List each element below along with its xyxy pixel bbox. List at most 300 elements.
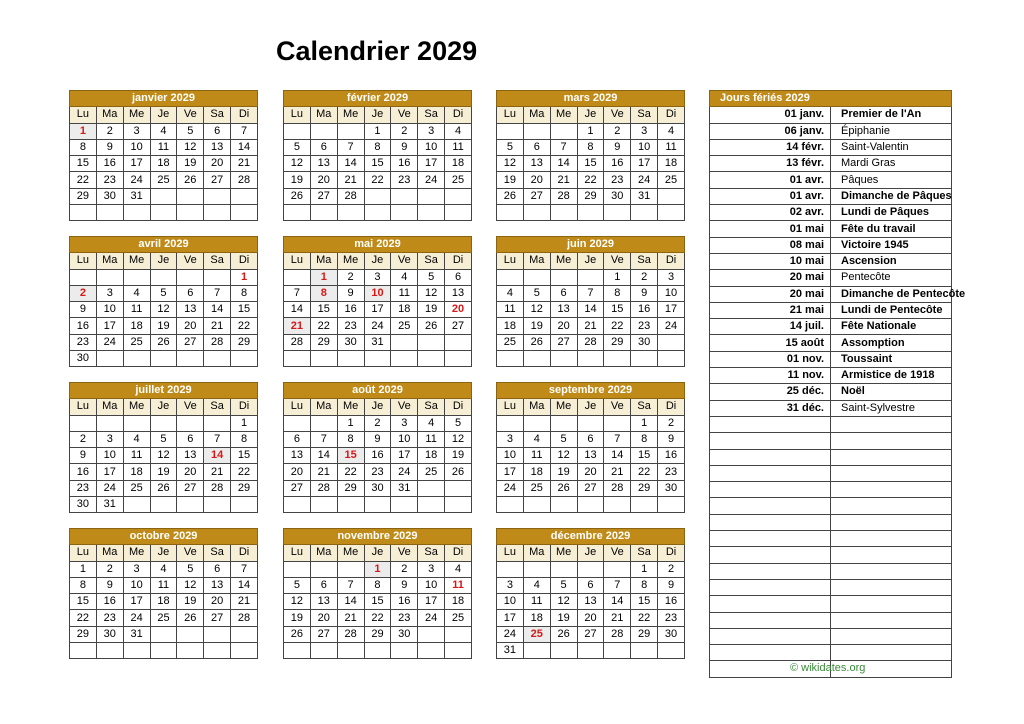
empty-cell [658,643,685,659]
weekday-label: Lu [284,107,311,123]
weekday-label: Sa [204,399,231,415]
day-cell: 29 [231,334,258,350]
weekday-label: Ma [310,107,337,123]
empty-cell [204,626,231,642]
empty-cell [150,626,177,642]
day-cell: 24 [96,334,123,350]
weekday-label: Sa [204,545,231,561]
day-cell: 24 [96,480,123,496]
day-cell: 3 [497,577,524,593]
empty-cell [577,205,604,221]
day-cell: 16 [391,594,418,610]
day-cell: 7 [550,139,577,155]
day-cell: 14 [204,448,231,464]
day-cell: 2 [391,561,418,577]
weekday-label: Ve [604,253,631,269]
weekday-label: Ma [96,399,123,415]
day-cell: 2 [70,431,97,447]
day-cell: 22 [631,610,658,626]
day-cell: 9 [364,431,391,447]
empty-cell [391,205,418,221]
day-cell: 31 [631,188,658,204]
day-cell: 28 [337,188,364,204]
day-cell: 4 [445,561,472,577]
day-cell: 17 [418,156,445,172]
day-cell: 21 [337,610,364,626]
holiday-date: 01 avr. [710,188,831,204]
empty-cell [123,205,150,221]
day-cell: 13 [204,577,231,593]
day-cell: 4 [150,123,177,139]
empty-cell [710,449,831,465]
weekday-label: Ve [604,107,631,123]
month-title: avril 2029 [70,237,258,253]
empty-cell [550,561,577,577]
weekday-label: Sa [418,107,445,123]
day-cell: 31 [364,334,391,350]
empty-cell [70,415,97,431]
empty-cell [123,497,150,513]
day-cell: 21 [231,594,258,610]
month-title: août 2029 [284,383,472,399]
day-cell: 15 [631,448,658,464]
day-cell: 3 [497,431,524,447]
day-cell: 7 [604,577,631,593]
day-cell: 11 [150,577,177,593]
empty-cell [604,415,631,431]
day-cell: 30 [96,626,123,642]
empty-cell [231,626,258,642]
day-cell: 12 [177,577,204,593]
month-title: décembre 2029 [497,529,685,545]
empty-cell [284,123,311,139]
empty-cell [710,563,831,579]
empty-cell [445,626,472,642]
day-cell: 7 [337,577,364,593]
day-cell: 15 [577,156,604,172]
day-cell: 2 [391,123,418,139]
holiday-date: 01 avr. [710,172,831,188]
day-cell: 27 [177,334,204,350]
day-cell: 29 [604,334,631,350]
day-cell: 23 [364,464,391,480]
day-cell: 19 [550,610,577,626]
day-cell: 26 [523,334,550,350]
day-cell: 13 [284,448,311,464]
empty-cell [550,123,577,139]
empty-cell [310,205,337,221]
day-cell: 6 [204,123,231,139]
day-cell: 5 [150,285,177,301]
day-cell: 9 [96,139,123,155]
day-cell: 26 [177,610,204,626]
empty-cell [177,415,204,431]
holiday-name: Pâques [831,172,952,188]
day-cell: 29 [631,480,658,496]
holiday-name: Fête Nationale [831,319,952,335]
day-cell: 9 [70,448,97,464]
weekday-label: Me [123,545,150,561]
day-cell: 9 [96,577,123,593]
holiday-date: 31 déc. [710,400,831,416]
empty-cell [418,643,445,659]
day-cell: 22 [231,464,258,480]
empty-cell [310,561,337,577]
day-cell: 11 [391,285,418,301]
empty-cell [177,497,204,513]
holiday-date: 14 févr. [710,139,831,155]
day-cell: 30 [604,188,631,204]
empty-cell [604,643,631,659]
empty-cell [310,123,337,139]
day-cell: 2 [658,561,685,577]
weekday-label: Ma [96,545,123,561]
day-cell: 6 [550,285,577,301]
day-cell: 3 [123,123,150,139]
month-title: juin 2029 [497,237,685,253]
empty-cell [445,188,472,204]
day-cell: 17 [391,448,418,464]
empty-cell [497,561,524,577]
day-cell: 30 [658,480,685,496]
day-cell: 21 [604,610,631,626]
day-cell: 4 [391,269,418,285]
day-cell: 17 [96,464,123,480]
day-cell: 2 [604,123,631,139]
day-cell: 23 [631,318,658,334]
day-cell: 7 [337,139,364,155]
empty-cell [96,205,123,221]
day-cell: 12 [550,448,577,464]
empty-cell [337,123,364,139]
day-cell: 22 [364,172,391,188]
day-cell: 2 [364,415,391,431]
weekday-label: Je [150,545,177,561]
holiday-name: Armistice de 1918 [831,368,952,384]
day-cell: 25 [445,610,472,626]
day-cell: 10 [658,285,685,301]
weekday-label: Ve [177,107,204,123]
empty-cell [284,415,311,431]
empty-cell [523,269,550,285]
day-cell: 11 [123,302,150,318]
empty-cell [204,643,231,659]
empty-cell [831,531,952,547]
day-cell: 28 [284,334,311,350]
day-cell: 23 [337,318,364,334]
day-cell: 14 [604,594,631,610]
day-cell: 14 [204,302,231,318]
day-cell: 9 [658,431,685,447]
day-cell: 11 [123,448,150,464]
day-cell: 31 [391,480,418,496]
empty-cell [577,351,604,367]
day-cell: 27 [445,318,472,334]
day-cell: 5 [177,123,204,139]
empty-cell [70,205,97,221]
day-cell: 18 [658,156,685,172]
weekday-label: Ma [523,399,550,415]
day-cell: 18 [150,156,177,172]
day-cell: 26 [445,464,472,480]
day-cell: 3 [391,415,418,431]
holiday-date: 20 mai [710,286,831,302]
day-cell: 2 [337,269,364,285]
day-cell: 22 [310,318,337,334]
day-cell: 4 [123,285,150,301]
weekday-label: Di [445,107,472,123]
day-cell: 20 [523,172,550,188]
day-cell: 7 [310,431,337,447]
day-cell: 5 [523,285,550,301]
day-cell: 28 [604,626,631,642]
day-cell: 26 [284,626,311,642]
day-cell: 19 [150,318,177,334]
month-title: septembre 2029 [497,383,685,399]
empty-cell [550,415,577,431]
day-cell: 5 [284,139,311,155]
day-cell: 11 [445,139,472,155]
month-title: juillet 2029 [70,383,258,399]
day-cell: 6 [445,269,472,285]
day-cell: 9 [391,577,418,593]
day-cell: 28 [604,480,631,496]
weekday-label: Sa [418,545,445,561]
empty-cell [445,205,472,221]
weekday-label: Lu [70,399,97,415]
weekday-label: Je [364,399,391,415]
day-cell: 28 [577,334,604,350]
day-cell: 5 [284,577,311,593]
empty-cell [364,188,391,204]
day-cell: 25 [123,334,150,350]
day-cell: 1 [631,415,658,431]
day-cell: 12 [284,156,311,172]
weekday-label: Me [123,399,150,415]
empty-cell [96,351,123,367]
empty-cell [310,643,337,659]
month-calendar [283,528,472,659]
holiday-date: 06 janv. [710,123,831,139]
day-cell: 1 [231,269,258,285]
weekday-label: Me [337,107,364,123]
day-cell: 27 [310,626,337,642]
empty-cell [831,547,952,563]
day-cell: 30 [70,351,97,367]
empty-cell [604,561,631,577]
day-cell: 29 [231,480,258,496]
empty-cell [284,351,311,367]
holiday-name: Mardi Gras [831,156,952,172]
day-cell: 30 [631,334,658,350]
day-cell: 23 [70,334,97,350]
empty-cell [310,497,337,513]
day-cell: 15 [604,302,631,318]
day-cell: 20 [177,318,204,334]
day-cell: 9 [658,577,685,593]
day-cell: 30 [337,334,364,350]
weekday-label: Me [123,107,150,123]
holiday-date: 02 avr. [710,205,831,221]
empty-cell [631,351,658,367]
day-cell: 8 [631,431,658,447]
empty-cell [550,205,577,221]
month-calendar [496,382,685,513]
day-cell: 5 [497,139,524,155]
empty-cell [831,465,952,481]
day-cell: 1 [337,415,364,431]
weekday-label: Di [231,107,258,123]
day-cell: 3 [658,269,685,285]
day-cell: 23 [70,480,97,496]
empty-cell [391,334,418,350]
day-cell: 16 [658,594,685,610]
day-cell: 3 [96,285,123,301]
day-cell: 3 [96,431,123,447]
day-cell: 16 [70,464,97,480]
empty-cell [710,482,831,498]
day-cell: 28 [337,626,364,642]
day-cell: 10 [418,577,445,593]
day-cell: 13 [204,139,231,155]
day-cell: 21 [337,172,364,188]
day-cell: 1 [577,123,604,139]
empty-cell [604,497,631,513]
empty-cell [831,563,952,579]
empty-cell [123,351,150,367]
weekday-label: Me [550,107,577,123]
empty-cell [445,480,472,496]
empty-cell [710,596,831,612]
day-cell: 20 [204,594,231,610]
day-cell: 16 [604,156,631,172]
day-cell: 18 [445,594,472,610]
day-cell: 23 [658,610,685,626]
weekday-label: Lu [497,253,524,269]
day-cell: 24 [123,172,150,188]
day-cell: 5 [550,577,577,593]
day-cell: 15 [337,448,364,464]
weekday-label: Sa [204,107,231,123]
weekday-label: Je [150,107,177,123]
empty-cell [177,188,204,204]
weekday-label: Je [364,107,391,123]
day-cell: 6 [204,561,231,577]
holiday-name: Pentecôte [831,270,952,286]
day-cell: 25 [658,172,685,188]
weekday-label: Je [364,545,391,561]
day-cell: 15 [631,594,658,610]
day-cell: 7 [204,285,231,301]
empty-cell [70,643,97,659]
day-cell: 1 [604,269,631,285]
empty-cell [445,497,472,513]
day-cell: 8 [70,139,97,155]
day-cell: 16 [337,302,364,318]
day-cell: 25 [123,480,150,496]
day-cell: 17 [497,464,524,480]
weekday-label: Sa [631,399,658,415]
empty-cell [497,497,524,513]
weekday-label: Ve [391,253,418,269]
day-cell: 6 [310,139,337,155]
empty-cell [710,628,831,644]
day-cell: 17 [364,302,391,318]
empty-cell [150,269,177,285]
empty-cell [96,643,123,659]
day-cell: 9 [391,139,418,155]
day-cell: 12 [284,594,311,610]
day-cell: 17 [631,156,658,172]
weekday-label: Di [445,545,472,561]
day-cell: 25 [523,626,550,642]
day-cell: 18 [497,318,524,334]
empty-cell [337,205,364,221]
day-cell: 23 [658,464,685,480]
weekday-label: Sa [204,253,231,269]
day-cell: 9 [604,139,631,155]
empty-cell [364,497,391,513]
empty-cell [231,351,258,367]
day-cell: 18 [391,302,418,318]
day-cell: 23 [96,610,123,626]
empty-cell [497,123,524,139]
month-title: mai 2029 [284,237,472,253]
empty-cell [337,351,364,367]
weekday-label: Ve [391,399,418,415]
day-cell: 1 [70,561,97,577]
month-calendar [283,236,472,367]
empty-cell [831,612,952,628]
day-cell: 26 [177,172,204,188]
day-cell: 24 [123,610,150,626]
day-cell: 12 [445,431,472,447]
weekday-label: Ma [523,545,550,561]
day-cell: 14 [577,302,604,318]
empty-cell [577,269,604,285]
day-cell: 8 [310,285,337,301]
empty-cell [831,416,952,432]
day-cell: 1 [70,123,97,139]
empty-cell [337,561,364,577]
weekday-label: Ma [310,399,337,415]
day-cell: 16 [96,594,123,610]
weekday-label: Di [231,253,258,269]
weekday-label: Lu [70,545,97,561]
day-cell: 24 [418,610,445,626]
day-cell: 16 [70,318,97,334]
day-cell: 5 [550,431,577,447]
day-cell: 16 [631,302,658,318]
day-cell: 25 [150,610,177,626]
empty-cell [550,643,577,659]
weekday-label: Sa [418,399,445,415]
day-cell: 5 [445,415,472,431]
day-cell: 12 [550,594,577,610]
day-cell: 27 [204,172,231,188]
weekday-label: Ve [604,399,631,415]
day-cell: 29 [364,626,391,642]
day-cell: 4 [123,431,150,447]
empty-cell [177,351,204,367]
holiday-name: Saint-Valentin [831,139,952,155]
day-cell: 22 [231,318,258,334]
day-cell: 10 [497,448,524,464]
weekday-label: Je [577,253,604,269]
day-cell: 22 [337,464,364,480]
day-cell: 14 [284,302,311,318]
day-cell: 18 [123,464,150,480]
